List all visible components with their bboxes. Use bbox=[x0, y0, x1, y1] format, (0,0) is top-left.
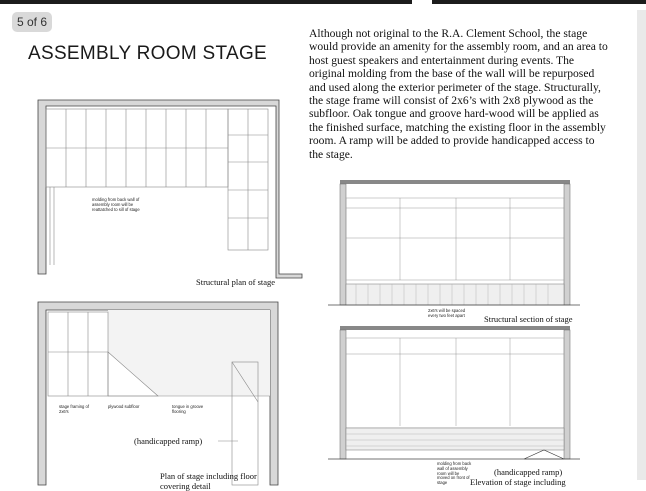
top-bar-right bbox=[432, 0, 646, 4]
structural-section-drawing bbox=[328, 180, 580, 310]
elevation-drawing bbox=[328, 326, 580, 461]
elevation-ramp-label: (handicapped ramp) bbox=[494, 467, 563, 477]
floor-plan-drawing bbox=[38, 302, 288, 487]
framing-note: stage framing of 2x6's bbox=[59, 404, 90, 414]
top-bar-left bbox=[0, 0, 412, 4]
body-paragraph: Although not original to the R.A. Clement School, the stage would provide an amenity for the assembly room, and an area to host guest speakers and entertainment during events. The original molding from the base of the wall will be repurposed and used along the exterior perimeter of the stage. Structurally, the stage frame will consist of 2x6’s with 2x8 plywood as the subfloor. Oak tongue and groove hard-wood will be applied as the finished surface, matching the existing floor in the assembly room. A ramp will be added to provide handicapped access to the stage. bbox=[309, 27, 608, 161]
subfloor-note: plywood subfloor bbox=[108, 404, 140, 409]
page-counter-badge: 5 of 6 bbox=[12, 12, 52, 32]
structural-plan-drawing bbox=[38, 100, 308, 290]
page-edge bbox=[637, 10, 646, 480]
structural-section-caption: Structural section of stage bbox=[484, 314, 573, 324]
floor-plan-caption: Plan of stage including floor bbox=[160, 471, 257, 481]
page-title: ASSEMBLY ROOM STAGE bbox=[28, 43, 268, 64]
elevation-note: molding from back wall of assembly room will be moved on front of stage bbox=[437, 461, 472, 486]
structural-plan-caption: Structural plan of stage bbox=[196, 277, 276, 287]
floor-plan-ramp-label: (handicapped ramp) bbox=[134, 436, 203, 446]
floor-plan-caption-line2: covering detail bbox=[160, 481, 211, 491]
flooring-note: tongue in groove flooring bbox=[172, 404, 204, 414]
elevation-caption: Elevation of stage including bbox=[470, 477, 566, 487]
structural-section-note: 2x6's will be spaced every two feet apart bbox=[428, 308, 466, 318]
structural-plan-note: molding from back wall of assembly room will be reattatched to sill of stage bbox=[92, 197, 140, 212]
